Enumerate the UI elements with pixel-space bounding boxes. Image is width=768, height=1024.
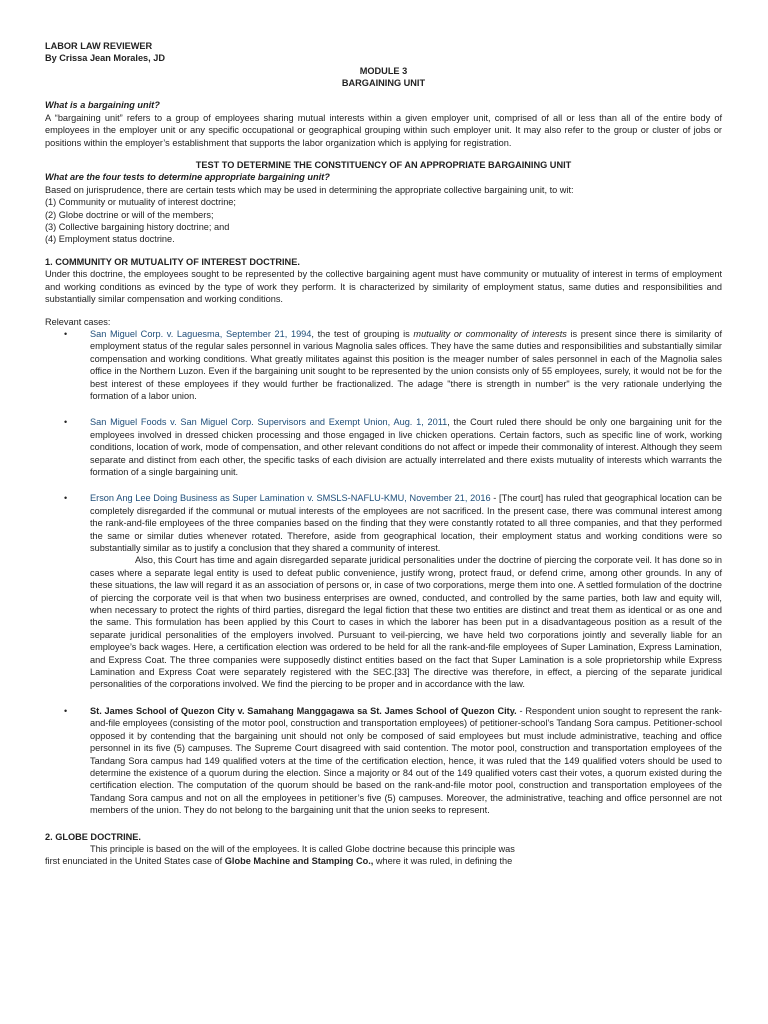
case-citation: St. James School of Quezon City v. Samahang Manggagawa sa St. James School of Quezon City. (90, 705, 517, 716)
section-2-heading: 2. GLOBE DOCTRINE. (45, 831, 141, 842)
case-item: • San Miguel Corp. v. Laguesma, September 21, 1994, the test of grouping is mutuality or commonality of interests is present since there is similarity of employment status of the regular sales personnel in various Magnolia sales offices. They have the same duties and responsibilities and substantially similar compensation and working conditions. What greatly militates against this position is the meager number of sales personnel in each of the Magnolia sales office in the Northern Luzon. Even if the bargaining unit sought to be represented by the union consists only of 55 employees, surely, it would not be for the best interest of these employees if they would further be fractionalized. The adage "there is strength in number" is the very rationale underlying the formation of a labor union. (64, 328, 722, 401)
case-item: • Erson Ang Lee Doing Business as Super Lamination v. SMSLS-NAFLU-KMU, November 21, 2016 - [The court] has ruled that geographical location can be completely disregarded if the communal or mutual interests of the employees are not sacrificed. In the present case, there was communal interest among the rank-and-file employees of the three companies based on the finding that they were constantly rotated to all three companies, and that they performed the same or similar duties whenever rotated. Therefore, aside from geographical location, their employment status and working conditions were so substantially similar as to justify a conclusion that they shared a community of interest. Also, this Court has time and again disregarded separate juridical personalities under the doctrine of piercing the corporate veil. It has done so in cases where a separate legal entity is used to defeat public convenience, justify wrong, protect fraud, or defend crime, among other grounds. In any of these situations, the law will regard it as an association of persons or, in case of two corporations, merge them into one. A settled formulation of the doctrine of piercing the corporate veil is that when two business enterprises are owned, conducted, and controlled by the same parties, both law and equity will, when necessary to protect the rights of third parties, disregard the legal fiction that these two entities are distinct and treat them as identical or as one and the same. This formulation has been applied by this Court to cases in which the laborer has been put in a disadvantageous position as a result of the separate juridical personalities of the employers involved. Pursuant to veil-piercing, we have held two corporations jointly and severally liable for an employee’s back wages. Here, a certification election was ordered to be held for all the rank-and-file employees of Super Lamination, Express Lamination, and Express Coat. The three companies were supposedly distinct entities based on the fact that Super Lamination is a sole proprietorship while Express Lamination and Express Coat were separately registered with the SEC.[33] The directive was therefore, in effect, a piercing of the separate juridical personalities of the corporations involved. We find the piercing to be proper and in accordance with the law. (64, 493, 722, 690)
tests-heading: TEST TO DETERMINE THE CONSTITUENCY OF AN APPROPRIATE BARGAINING UNIT (195, 160, 572, 171)
module-number: MODULE 3 (359, 65, 408, 76)
document-page (45, 40, 722, 868)
case-citation: San Miguel Foods v. San Miguel Corp. Supervisors and Exempt Union, Aug. 1, 2011 (90, 417, 448, 428)
case-citation: San Miguel Corp. v. Laguesma, September 21, 1994 (90, 328, 312, 339)
test-item: (1) Community or mutuality of interest doctrine; (45, 197, 236, 208)
bullet-icon: • (64, 328, 68, 339)
test-item: (4) Employment status doctrine. (45, 234, 175, 245)
case-paragraph: Also, this Court has time and again disregarded separate juridical personalities under the doctrine of piercing the corporate veil. It has done so in cases where a separate legal entity is used to defeat public convenience, justify wrong, protect fraud, or defend crime, among other grounds. In any of these situations, the law will regard it as an association of persons or, in case of two corporations, merge them into one. A settled formulation of the doctrine of piercing the corporate veil is that when two business enterprises are owned, conducted, and controlled by the same parties, both law and equity will, when necessary to protect the rights of third parties, disregard the legal fiction that these two entities are distinct and treat them as identical or as one and the same. This formulation has been applied by this Court to cases in which the laborer has been put in a disadvantageous position as a result of the separate juridical personalities of the employers involved. Pursuant to veil-piercing, we have held two corporations jointly and severally liable for an employee’s back wages. Here, a certification election was ordered to be held for all the rank-and-file employees of Super Lamination, Express Lamination, and Express Coat. The three companies were supposedly distinct entities based on the fact that Super Lamination is a sole proprietorship while Express Lamination and Express Coat were separately registered with the SEC.[33] The directive was therefore, in effect, a piercing of the separate juridical personalities of the corporations involved. We find the piercing to be proper and in accordance with the law. (90, 555, 722, 690)
test-item: (3) Collective bargaining history doctrine; and (45, 222, 230, 233)
tests-question: What are the four tests to determine appropriate bargaining unit? (45, 172, 330, 183)
bullet-icon: • (64, 705, 68, 716)
section-1-body: Under this doctrine, the employees sought to be represented by the collective bargaining agent must have community or mutuality of interest in terms of employment and working conditions as evinced by the type of work they perform. It is characterized by similarity of employment status, same duties and responsibilities and substantially similar compensation and working conditions. (45, 269, 722, 305)
bullet-icon: • (64, 493, 68, 504)
bullet-icon: • (64, 417, 68, 428)
section-2-line: first enunciated in the United States case of Globe Machine and Stamping Co., where it was ruled, in defining the (45, 856, 513, 867)
document-author: By Crissa Jean Morales, JD (45, 53, 166, 64)
section-1-heading: 1. COMMUNITY OR MUTUALITY OF INTEREST DOCTRINE. (45, 256, 300, 267)
document-title: LABOR LAW REVIEWER (45, 41, 153, 51)
test-item: (2) Globe doctrine or will of the members; (45, 209, 214, 220)
case-item: • San Miguel Foods v. San Miguel Corp. Supervisors and Exempt Union, Aug. 1, 2011, the Court ruled there should be only one bargaining unit for the employees involved in dressed chicken processing and those engaged in live chicken operations. Certain factors, such as specific line of work, working conditions, location of work, mode of compensation, and other relevant conditions do not affect or impede their commonality of interest. Although they seem separate and distinct from each other, the specific tasks of each division are actually interrelated and there exists mutuality of interests which warrants the formation of a single bargaining unit. (64, 417, 722, 477)
case-item: • St. James School of Quezon City v. Samahang Manggagawa sa St. James School of Quezon City. - Respondent union sought to represent the rank-and-file employees (consisting of the motor pool, construction and transportation employees) of petitioner-school’s Tandang Sora campus. Petitioner-school opposed it by contending that the bargaining unit should not only be composed of said employees but must include administrative, teaching and office personnel in its five (5) campuses. The Supreme Court disagreed with said contention. The motor pool, construction and transportation employees of the Tandang Sora campus had 149 qualified voters at the time of the certification election, hence, it was ruled that the 149 qualified voters should be used to determine the existence of a quorum during the election. Since a majority or 84 out of the 149 qualified voters cast their votes, a quorum existed during the certification election. The computation of the quorum should be based on the rank-and-file motor pool, construction and transportation employees of the Tandang Sora campus and not on all the employees in petitioner’s five (5) campuses. Moreover, the administrative, teaching and office personnel are not members of the union. They do not belong to the bargaining unit that the union seeks to represent. (64, 705, 722, 816)
relevant-cases-label: Relevant cases: (45, 316, 111, 327)
module-subject: BARGAINING UNIT (341, 78, 426, 88)
case-citation: Erson Ang Lee Doing Business as Super Lamination v. SMSLS-NAFLU-KMU, November 21, 2016 (90, 493, 491, 504)
intro-answer: A “bargaining unit” refers to a group of employees sharing mutual interests within a given employer unit, comprised of all or less than all of the entire body of employees in the employer unit or any specific occupational or geographical grouping within such employer unit. It may also refer to the group or cluster of jobs or positions within the employer’s establishment that supports the labor organization which is applying for registration. (45, 112, 722, 148)
tests-lead: Based on jurisprudence, there are certain tests which may be used in determining the appropriate collective bargaining unit, to wit: (45, 184, 574, 195)
intro-question: What is a bargaining unit? (45, 100, 160, 111)
section-2-line: This principle is based on the will of the employees. It is called Globe doctrine because this principle was (90, 843, 515, 854)
